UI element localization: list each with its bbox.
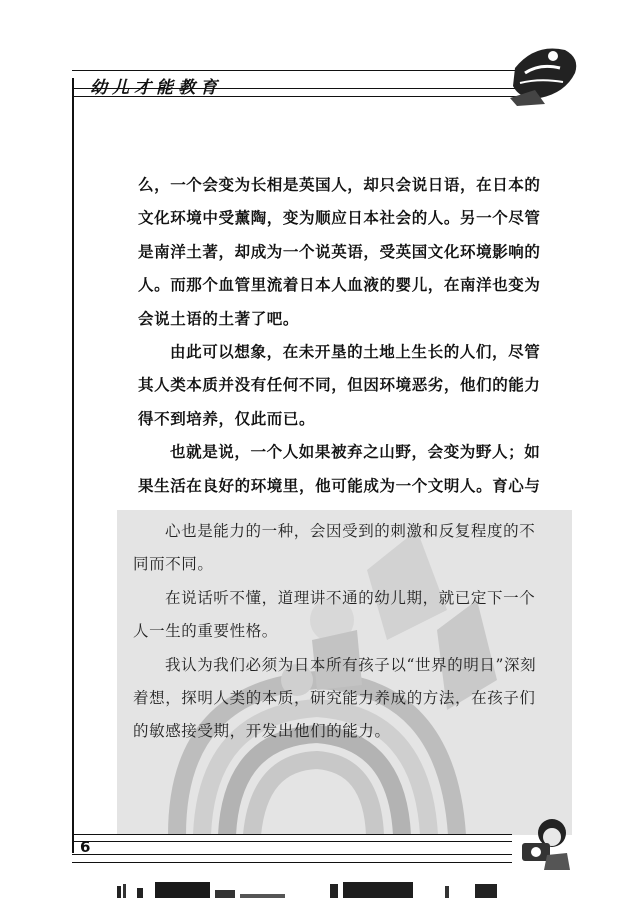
child-with-camera-icon [512, 815, 577, 870]
paragraph: 也就是说，一个人如果被弃之山野，会变为野人；如果生活在良好的环境里，他可能成为一个文明人。育心与 [138, 442, 541, 495]
footer-rules [72, 832, 512, 872]
header-rule-top [72, 70, 522, 71]
paragraph: 在说话听不懂，道理讲不通的幼儿期，就已定下一个人一生的重要性格。 [133, 588, 536, 641]
paragraph: 么，一个会变为长相是英国人，却只会说日语，在日本的文化环境中受薰陶，变为顺应日本社会的人。另一个尽管是南洋土著，却成为一个说英语，受英国文化环境影响的人。而那个血管里流着日本人血液的婴儿，在南洋也变为会说土语的土著了吧。 [138, 175, 541, 328]
page-number: 6 [80, 838, 91, 856]
paragraph: 心也是能力的一种，会因受到的刺激和反复程度的不同而不同。 [133, 522, 536, 574]
header-title: 幼儿才能教育 [90, 78, 222, 98]
child-reading-illustration-icon [505, 38, 583, 108]
paragraph: 我认为我们必须为日本所有孩子以“世界的明日”深刻着想，探明人类的本质，研究能力养成的方法，在孩子们的敏感接受期，开发出他们的能力。 [133, 655, 537, 741]
scan-artifacts [115, 880, 505, 902]
paragraph: 由此可以想象，在未开垦的土地上生长的人们，尽管其人类本质并没有任何不同，但因环境恶劣，他们的能力得不到培养，仅此而已。 [138, 342, 541, 428]
body-text [138, 168, 550, 535]
illustration-text [133, 515, 545, 749]
